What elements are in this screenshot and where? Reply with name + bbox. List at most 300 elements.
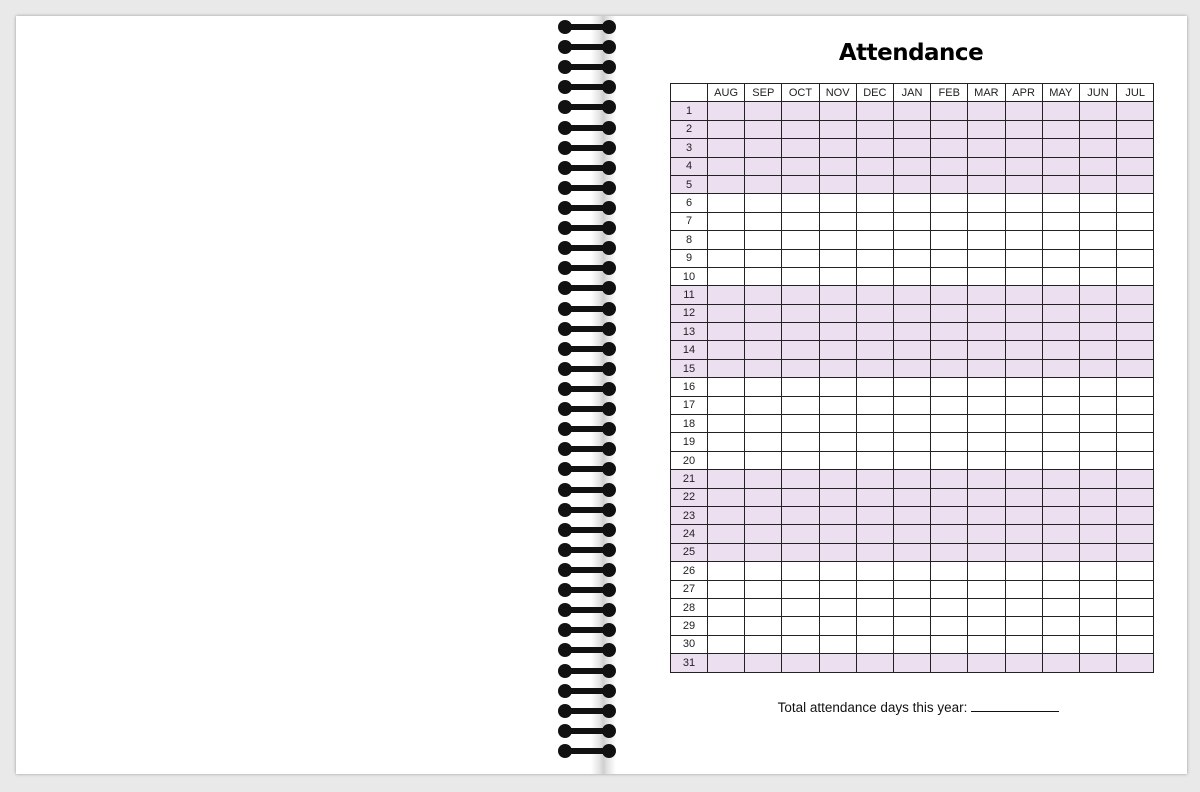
attendance-cell[interactable] — [1042, 359, 1079, 377]
attendance-cell[interactable] — [1117, 102, 1154, 120]
attendance-cell[interactable] — [968, 396, 1005, 414]
attendance-cell[interactable] — [1005, 249, 1042, 267]
attendance-cell[interactable] — [968, 470, 1005, 488]
attendance-cell[interactable] — [745, 323, 782, 341]
attendance-cell[interactable] — [782, 249, 819, 267]
attendance-cell[interactable] — [819, 525, 856, 543]
attendance-cell[interactable] — [931, 433, 968, 451]
attendance-cell[interactable] — [1042, 120, 1079, 138]
attendance-cell[interactable] — [968, 323, 1005, 341]
attendance-cell[interactable] — [1042, 488, 1079, 506]
attendance-cell[interactable] — [931, 488, 968, 506]
attendance-cell[interactable] — [1042, 451, 1079, 469]
attendance-cell[interactable] — [1005, 341, 1042, 359]
attendance-cell[interactable] — [856, 470, 893, 488]
attendance-cell[interactable] — [1079, 506, 1116, 524]
attendance-cell[interactable] — [745, 139, 782, 157]
attendance-cell[interactable] — [782, 231, 819, 249]
attendance-cell[interactable] — [819, 304, 856, 322]
attendance-cell[interactable] — [708, 120, 745, 138]
attendance-cell[interactable] — [819, 323, 856, 341]
attendance-cell[interactable] — [782, 120, 819, 138]
attendance-cell[interactable] — [1117, 562, 1154, 580]
attendance-cell[interactable] — [819, 249, 856, 267]
attendance-cell[interactable] — [1117, 396, 1154, 414]
attendance-cell[interactable] — [819, 157, 856, 175]
attendance-cell[interactable] — [1042, 102, 1079, 120]
attendance-cell[interactable] — [856, 194, 893, 212]
attendance-cell[interactable] — [856, 286, 893, 304]
attendance-cell[interactable] — [1117, 415, 1154, 433]
attendance-cell[interactable] — [1117, 157, 1154, 175]
attendance-cell[interactable] — [1079, 396, 1116, 414]
attendance-cell[interactable] — [1079, 359, 1116, 377]
attendance-cell[interactable] — [1005, 212, 1042, 230]
attendance-cell[interactable] — [1005, 267, 1042, 285]
attendance-cell[interactable] — [708, 562, 745, 580]
attendance-cell[interactable] — [1079, 157, 1116, 175]
attendance-cell[interactable] — [745, 175, 782, 193]
attendance-cell[interactable] — [745, 194, 782, 212]
attendance-cell[interactable] — [708, 323, 745, 341]
attendance-cell[interactable] — [1042, 525, 1079, 543]
attendance-cell[interactable] — [1005, 415, 1042, 433]
attendance-cell[interactable] — [1079, 525, 1116, 543]
attendance-cell[interactable] — [819, 433, 856, 451]
attendance-cell[interactable] — [856, 396, 893, 414]
attendance-cell[interactable] — [1117, 470, 1154, 488]
attendance-cell[interactable] — [1005, 470, 1042, 488]
attendance-cell[interactable] — [708, 654, 745, 672]
attendance-cell[interactable] — [1042, 506, 1079, 524]
attendance-cell[interactable] — [745, 525, 782, 543]
attendance-cell[interactable] — [1005, 525, 1042, 543]
attendance-cell[interactable] — [1042, 139, 1079, 157]
attendance-cell[interactable] — [931, 194, 968, 212]
attendance-cell[interactable] — [1005, 654, 1042, 672]
attendance-cell[interactable] — [931, 470, 968, 488]
attendance-cell[interactable] — [782, 341, 819, 359]
attendance-cell[interactable] — [819, 396, 856, 414]
attendance-cell[interactable] — [1042, 323, 1079, 341]
attendance-cell[interactable] — [708, 139, 745, 157]
attendance-cell[interactable] — [708, 378, 745, 396]
attendance-cell[interactable] — [1117, 286, 1154, 304]
attendance-cell[interactable] — [782, 543, 819, 561]
attendance-cell[interactable] — [708, 304, 745, 322]
attendance-cell[interactable] — [782, 525, 819, 543]
attendance-cell[interactable] — [856, 304, 893, 322]
attendance-cell[interactable] — [1117, 175, 1154, 193]
attendance-cell[interactable] — [1117, 249, 1154, 267]
attendance-cell[interactable] — [708, 286, 745, 304]
attendance-cell[interactable] — [745, 654, 782, 672]
attendance-cell[interactable] — [1117, 323, 1154, 341]
attendance-cell[interactable] — [1005, 157, 1042, 175]
attendance-cell[interactable] — [708, 231, 745, 249]
attendance-cell[interactable] — [819, 543, 856, 561]
attendance-cell[interactable] — [1042, 470, 1079, 488]
attendance-cell[interactable] — [856, 267, 893, 285]
attendance-cell[interactable] — [1005, 194, 1042, 212]
attendance-cell[interactable] — [1079, 488, 1116, 506]
attendance-cell[interactable] — [893, 617, 930, 635]
attendance-cell[interactable] — [1042, 231, 1079, 249]
attendance-cell[interactable] — [1117, 598, 1154, 616]
attendance-cell[interactable] — [819, 415, 856, 433]
attendance-cell[interactable] — [708, 396, 745, 414]
attendance-cell[interactable] — [1079, 635, 1116, 653]
attendance-cell[interactable] — [1117, 359, 1154, 377]
attendance-cell[interactable] — [893, 341, 930, 359]
attendance-cell[interactable] — [782, 433, 819, 451]
attendance-cell[interactable] — [819, 175, 856, 193]
attendance-cell[interactable] — [968, 249, 1005, 267]
attendance-cell[interactable] — [1005, 139, 1042, 157]
attendance-cell[interactable] — [819, 506, 856, 524]
attendance-cell[interactable] — [708, 617, 745, 635]
attendance-cell[interactable] — [819, 120, 856, 138]
attendance-cell[interactable] — [1079, 194, 1116, 212]
attendance-cell[interactable] — [968, 415, 1005, 433]
attendance-cell[interactable] — [1042, 286, 1079, 304]
attendance-cell[interactable] — [1079, 562, 1116, 580]
attendance-cell[interactable] — [708, 212, 745, 230]
attendance-cell[interactable] — [745, 396, 782, 414]
attendance-cell[interactable] — [1117, 617, 1154, 635]
attendance-cell[interactable] — [968, 635, 1005, 653]
attendance-cell[interactable] — [745, 617, 782, 635]
attendance-cell[interactable] — [819, 212, 856, 230]
attendance-cell[interactable] — [856, 617, 893, 635]
attendance-cell[interactable] — [856, 525, 893, 543]
attendance-cell[interactable] — [968, 433, 1005, 451]
attendance-cell[interactable] — [1005, 562, 1042, 580]
attendance-cell[interactable] — [745, 102, 782, 120]
attendance-cell[interactable] — [745, 249, 782, 267]
attendance-cell[interactable] — [968, 304, 1005, 322]
attendance-cell[interactable] — [856, 102, 893, 120]
attendance-cell[interactable] — [819, 635, 856, 653]
attendance-cell[interactable] — [708, 415, 745, 433]
attendance-cell[interactable] — [708, 359, 745, 377]
attendance-cell[interactable] — [1005, 231, 1042, 249]
attendance-cell[interactable] — [1042, 598, 1079, 616]
attendance-cell[interactable] — [968, 231, 1005, 249]
attendance-cell[interactable] — [1005, 488, 1042, 506]
attendance-cell[interactable] — [1117, 341, 1154, 359]
attendance-cell[interactable] — [708, 267, 745, 285]
attendance-cell[interactable] — [1117, 231, 1154, 249]
attendance-cell[interactable] — [782, 580, 819, 598]
attendance-cell[interactable] — [1005, 451, 1042, 469]
attendance-cell[interactable] — [1042, 654, 1079, 672]
attendance-cell[interactable] — [1005, 323, 1042, 341]
attendance-cell[interactable] — [856, 562, 893, 580]
attendance-cell[interactable] — [968, 543, 1005, 561]
attendance-cell[interactable] — [1079, 323, 1116, 341]
attendance-cell[interactable] — [819, 359, 856, 377]
attendance-cell[interactable] — [968, 175, 1005, 193]
attendance-cell[interactable] — [782, 396, 819, 414]
attendance-cell[interactable] — [708, 102, 745, 120]
attendance-cell[interactable] — [782, 562, 819, 580]
attendance-cell[interactable] — [931, 139, 968, 157]
attendance-cell[interactable] — [856, 157, 893, 175]
attendance-cell[interactable] — [856, 451, 893, 469]
attendance-cell[interactable] — [1117, 654, 1154, 672]
attendance-cell[interactable] — [745, 488, 782, 506]
attendance-cell[interactable] — [782, 323, 819, 341]
attendance-cell[interactable] — [708, 194, 745, 212]
attendance-cell[interactable] — [1079, 102, 1116, 120]
attendance-cell[interactable] — [1117, 120, 1154, 138]
total-attendance-blank-line[interactable] — [971, 699, 1059, 712]
attendance-cell[interactable] — [1079, 286, 1116, 304]
attendance-cell[interactable] — [893, 267, 930, 285]
attendance-cell[interactable] — [708, 543, 745, 561]
attendance-cell[interactable] — [819, 488, 856, 506]
attendance-cell[interactable] — [1042, 580, 1079, 598]
attendance-cell[interactable] — [893, 580, 930, 598]
attendance-cell[interactable] — [745, 304, 782, 322]
attendance-cell[interactable] — [1005, 304, 1042, 322]
attendance-cell[interactable] — [893, 231, 930, 249]
attendance-cell[interactable] — [1079, 120, 1116, 138]
attendance-cell[interactable] — [1079, 139, 1116, 157]
attendance-cell[interactable] — [745, 378, 782, 396]
attendance-cell[interactable] — [931, 415, 968, 433]
attendance-cell[interactable] — [968, 451, 1005, 469]
attendance-cell[interactable] — [1079, 451, 1116, 469]
attendance-cell[interactable] — [782, 286, 819, 304]
attendance-cell[interactable] — [782, 304, 819, 322]
attendance-cell[interactable] — [708, 470, 745, 488]
attendance-cell[interactable] — [1117, 580, 1154, 598]
attendance-cell[interactable] — [782, 212, 819, 230]
attendance-cell[interactable] — [708, 525, 745, 543]
attendance-cell[interactable] — [708, 249, 745, 267]
attendance-cell[interactable] — [931, 598, 968, 616]
attendance-cell[interactable] — [856, 415, 893, 433]
attendance-cell[interactable] — [782, 194, 819, 212]
attendance-cell[interactable] — [782, 267, 819, 285]
attendance-cell[interactable] — [931, 249, 968, 267]
attendance-cell[interactable] — [1042, 415, 1079, 433]
attendance-cell[interactable] — [1005, 286, 1042, 304]
attendance-cell[interactable] — [1079, 249, 1116, 267]
attendance-cell[interactable] — [893, 157, 930, 175]
attendance-cell[interactable] — [931, 378, 968, 396]
attendance-cell[interactable] — [968, 506, 1005, 524]
attendance-cell[interactable] — [893, 488, 930, 506]
attendance-cell[interactable] — [745, 286, 782, 304]
attendance-cell[interactable] — [745, 451, 782, 469]
attendance-cell[interactable] — [1079, 267, 1116, 285]
attendance-cell[interactable] — [708, 157, 745, 175]
attendance-cell[interactable] — [1042, 543, 1079, 561]
attendance-cell[interactable] — [893, 525, 930, 543]
attendance-cell[interactable] — [856, 580, 893, 598]
attendance-cell[interactable] — [893, 506, 930, 524]
attendance-cell[interactable] — [968, 120, 1005, 138]
attendance-cell[interactable] — [819, 139, 856, 157]
attendance-cell[interactable] — [782, 598, 819, 616]
attendance-cell[interactable] — [745, 341, 782, 359]
attendance-cell[interactable] — [819, 267, 856, 285]
attendance-cell[interactable] — [1042, 617, 1079, 635]
attendance-cell[interactable] — [893, 120, 930, 138]
attendance-cell[interactable] — [893, 102, 930, 120]
attendance-cell[interactable] — [893, 175, 930, 193]
attendance-cell[interactable] — [1005, 543, 1042, 561]
attendance-cell[interactable] — [1079, 304, 1116, 322]
attendance-cell[interactable] — [1005, 378, 1042, 396]
attendance-cell[interactable] — [856, 341, 893, 359]
attendance-cell[interactable] — [931, 175, 968, 193]
attendance-cell[interactable] — [1005, 359, 1042, 377]
attendance-cell[interactable] — [745, 562, 782, 580]
attendance-cell[interactable] — [1079, 341, 1116, 359]
attendance-cell[interactable] — [968, 654, 1005, 672]
attendance-cell[interactable] — [1079, 175, 1116, 193]
attendance-cell[interactable] — [968, 617, 1005, 635]
attendance-cell[interactable] — [856, 654, 893, 672]
attendance-cell[interactable] — [745, 635, 782, 653]
attendance-cell[interactable] — [1117, 139, 1154, 157]
attendance-cell[interactable] — [893, 433, 930, 451]
attendance-cell[interactable] — [1117, 212, 1154, 230]
attendance-cell[interactable] — [708, 341, 745, 359]
attendance-cell[interactable] — [968, 267, 1005, 285]
attendance-cell[interactable] — [708, 433, 745, 451]
attendance-cell[interactable] — [893, 286, 930, 304]
attendance-cell[interactable] — [1005, 617, 1042, 635]
attendance-cell[interactable] — [1117, 488, 1154, 506]
attendance-cell[interactable] — [893, 654, 930, 672]
attendance-cell[interactable] — [893, 451, 930, 469]
attendance-cell[interactable] — [1079, 470, 1116, 488]
attendance-cell[interactable] — [819, 598, 856, 616]
attendance-cell[interactable] — [931, 654, 968, 672]
attendance-cell[interactable] — [931, 231, 968, 249]
attendance-cell[interactable] — [819, 562, 856, 580]
attendance-cell[interactable] — [968, 139, 1005, 157]
attendance-cell[interactable] — [931, 506, 968, 524]
attendance-cell[interactable] — [819, 654, 856, 672]
attendance-cell[interactable] — [968, 341, 1005, 359]
attendance-cell[interactable] — [745, 580, 782, 598]
attendance-cell[interactable] — [745, 506, 782, 524]
attendance-cell[interactable] — [819, 102, 856, 120]
attendance-cell[interactable] — [708, 635, 745, 653]
attendance-cell[interactable] — [1079, 433, 1116, 451]
attendance-cell[interactable] — [1042, 157, 1079, 175]
attendance-cell[interactable] — [782, 359, 819, 377]
attendance-cell[interactable] — [931, 304, 968, 322]
attendance-cell[interactable] — [931, 562, 968, 580]
attendance-cell[interactable] — [856, 212, 893, 230]
attendance-cell[interactable] — [745, 157, 782, 175]
attendance-cell[interactable] — [1079, 415, 1116, 433]
attendance-cell[interactable] — [745, 598, 782, 616]
attendance-cell[interactable] — [1042, 433, 1079, 451]
attendance-cell[interactable] — [1042, 396, 1079, 414]
attendance-cell[interactable] — [931, 120, 968, 138]
attendance-cell[interactable] — [782, 139, 819, 157]
attendance-cell[interactable] — [1042, 212, 1079, 230]
attendance-cell[interactable] — [856, 323, 893, 341]
attendance-cell[interactable] — [819, 451, 856, 469]
attendance-cell[interactable] — [1117, 378, 1154, 396]
attendance-cell[interactable] — [745, 415, 782, 433]
attendance-cell[interactable] — [931, 157, 968, 175]
attendance-cell[interactable] — [1079, 212, 1116, 230]
attendance-cell[interactable] — [931, 267, 968, 285]
attendance-cell[interactable] — [893, 543, 930, 561]
attendance-cell[interactable] — [1042, 378, 1079, 396]
attendance-cell[interactable] — [893, 323, 930, 341]
attendance-cell[interactable] — [893, 378, 930, 396]
attendance-cell[interactable] — [745, 120, 782, 138]
attendance-cell[interactable] — [931, 286, 968, 304]
attendance-cell[interactable] — [782, 378, 819, 396]
attendance-cell[interactable] — [1117, 433, 1154, 451]
attendance-cell[interactable] — [782, 451, 819, 469]
attendance-cell[interactable] — [745, 433, 782, 451]
attendance-cell[interactable] — [1079, 654, 1116, 672]
attendance-cell[interactable] — [819, 470, 856, 488]
attendance-cell[interactable] — [856, 635, 893, 653]
attendance-cell[interactable] — [968, 580, 1005, 598]
attendance-cell[interactable] — [819, 580, 856, 598]
attendance-cell[interactable] — [931, 359, 968, 377]
attendance-cell[interactable] — [931, 341, 968, 359]
attendance-cell[interactable] — [1117, 194, 1154, 212]
attendance-cell[interactable] — [708, 580, 745, 598]
attendance-cell[interactable] — [893, 139, 930, 157]
attendance-cell[interactable] — [893, 359, 930, 377]
attendance-cell[interactable] — [782, 102, 819, 120]
attendance-cell[interactable] — [1042, 267, 1079, 285]
attendance-cell[interactable] — [782, 654, 819, 672]
attendance-cell[interactable] — [1079, 543, 1116, 561]
attendance-cell[interactable] — [1042, 562, 1079, 580]
attendance-cell[interactable] — [819, 341, 856, 359]
attendance-cell[interactable] — [931, 396, 968, 414]
attendance-cell[interactable] — [856, 175, 893, 193]
attendance-cell[interactable] — [745, 543, 782, 561]
attendance-cell[interactable] — [782, 175, 819, 193]
attendance-cell[interactable] — [968, 525, 1005, 543]
attendance-cell[interactable] — [782, 617, 819, 635]
attendance-cell[interactable] — [1042, 635, 1079, 653]
attendance-cell[interactable] — [968, 286, 1005, 304]
attendance-cell[interactable] — [893, 635, 930, 653]
attendance-cell[interactable] — [931, 212, 968, 230]
attendance-cell[interactable] — [1117, 304, 1154, 322]
attendance-cell[interactable] — [1042, 194, 1079, 212]
attendance-cell[interactable] — [1005, 175, 1042, 193]
attendance-cell[interactable] — [782, 157, 819, 175]
attendance-cell[interactable] — [708, 175, 745, 193]
attendance-cell[interactable] — [819, 378, 856, 396]
attendance-cell[interactable] — [1005, 433, 1042, 451]
attendance-cell[interactable] — [893, 396, 930, 414]
attendance-cell[interactable] — [782, 470, 819, 488]
attendance-cell[interactable] — [931, 617, 968, 635]
attendance-cell[interactable] — [893, 470, 930, 488]
